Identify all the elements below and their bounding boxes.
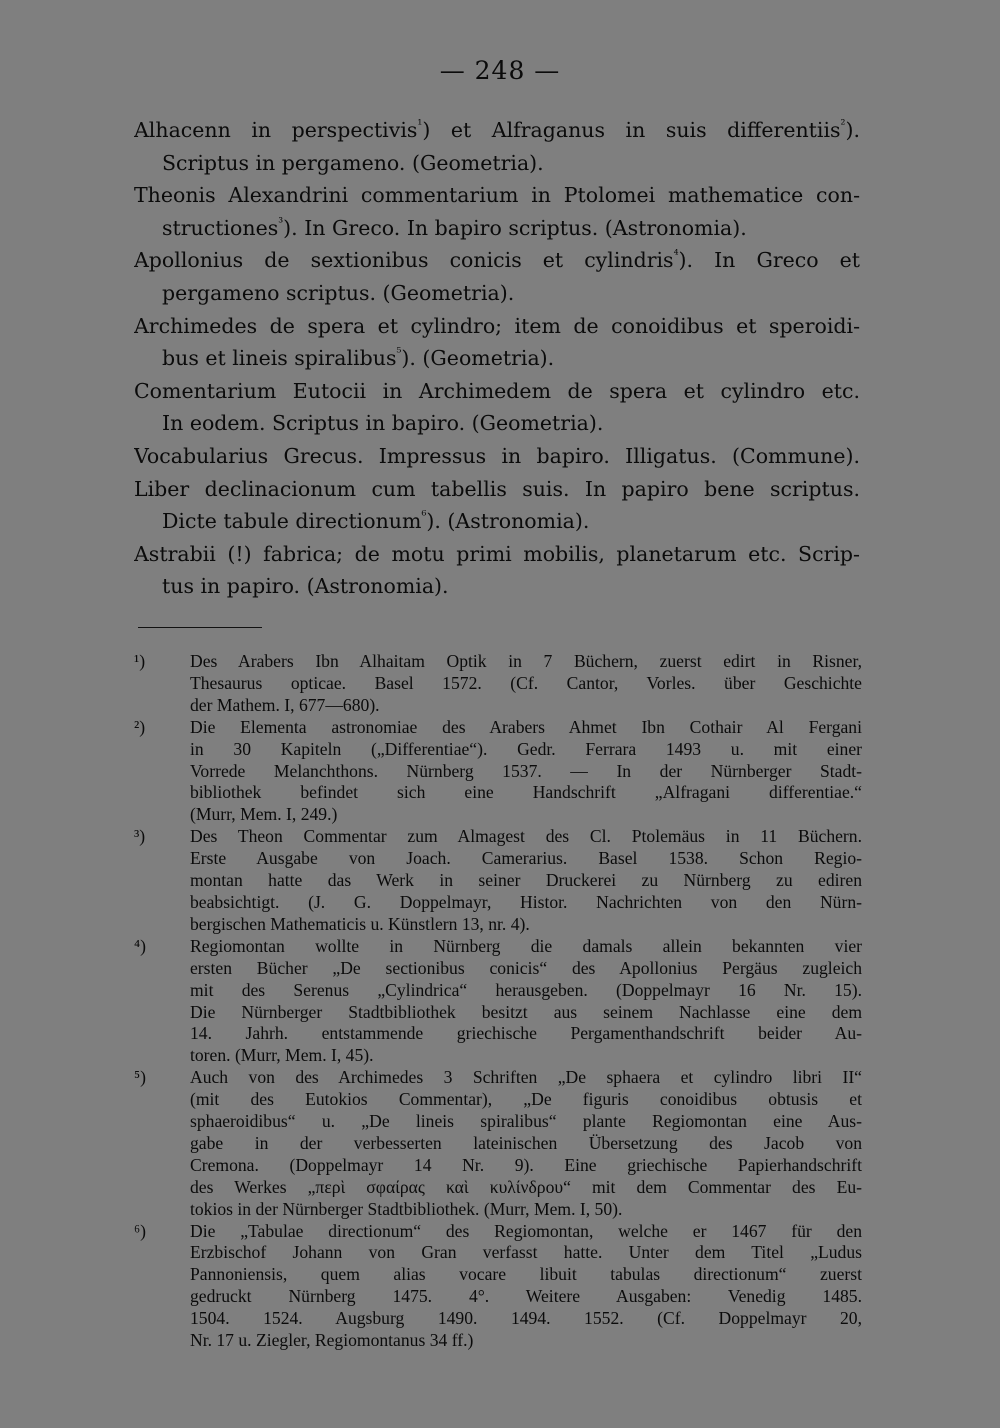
entry-line: Liber declinacionum cum tabellis suis. In papiro bene scriptus. — [134, 476, 860, 501]
catalogue-entries — [134, 114, 860, 603]
footnote-line: Des Arabers Ibn Alhaitam Optik in 7 Büchern, zuerst edirt in Risner, — [190, 651, 862, 671]
footnote-line: Erste Ausgabe von Joach. Camerarius. Basel 1538. Schon Regio- — [190, 848, 862, 869]
entry-line: Apollonius de sextionibus conicis et cylindris$^{^4}$). In Greco et — [134, 247, 860, 273]
footnote-line: Die „Tabulae directionum“ des Regiomontan, welche er 1467 für den — [190, 1220, 862, 1241]
entry-line: Alhacenn in perspectivis$^{^1}$) et Alfraganus in suis differentiis$^{^2}$). — [134, 117, 860, 142]
footnote-divider — [138, 627, 262, 628]
footnote-line: bibliothek befindet sich eine Handschrift „Alfragani differentiae.“ — [190, 782, 862, 803]
entry-continuation-line: In eodem. Scriptus in bapiro. (Geometria). — [162, 411, 604, 436]
footnote-line: Pannoniensis, quem alias vocare libuit tabulas directionum“ zuerst — [190, 1264, 862, 1285]
footnote — [134, 1067, 862, 1220]
footnote-line: ersten Bücher „De sectionibus conicis“ des Apollonius Pergäus zugleich — [190, 957, 862, 978]
footnote-line: beabsichtigt. (J. G. Doppelmayr, Histor. Nachrichten von den Nürn- — [190, 891, 862, 912]
footnote-line: bergischen Mathematicis u. Künstlern 13, nr. 4). — [190, 913, 530, 934]
footnote-line: Des Theon Commentar zum Almagest des Cl. Ptolemäus in 11 Büchern. — [190, 826, 862, 847]
footnote-line: Thesaurus opticae. Basel 1572. (Cf. Cantor, Vorles. über Geschichte — [190, 672, 862, 693]
footnote — [134, 717, 862, 827]
catalogue-entry — [134, 244, 860, 309]
footnote-marker: ¹) — [134, 651, 146, 671]
footnote-line: (Murr, Mem. I, 249.) — [190, 804, 338, 825]
footnote-line: 1504. 1524. Augsburg 1490. 1494. 1552. (Cf. Doppelmayr 20, — [190, 1308, 862, 1329]
entry-continuation-line: bus et lineis spiralibus$^{^5}$). (Geometria). — [162, 345, 555, 371]
entry-continuation-line: Scriptus in pergameno. (Geometria). — [162, 150, 544, 175]
footnote-marker: ⁵) — [134, 1067, 146, 1088]
entry-line: Vocabularius Grecus. Impressus in bapiro. Illigatus. (Commune). — [134, 443, 860, 468]
footnote — [134, 651, 862, 717]
footnote — [134, 1221, 862, 1352]
footnote-line: 14. Jahrh. entstammende griechische Pergamenthandschrift beider Au- — [190, 1023, 862, 1044]
footnote-marker: ²) — [134, 716, 146, 737]
footnote-marker: ⁴) — [134, 935, 146, 956]
footnote-line: in 30 Kapiteln („Differentiae“). Gedr. Ferrara 1493 u. mit einer — [190, 738, 862, 759]
footnote-line: Die Nürnberger Stadtbibliothek besitzt aus seinem Nachlasse eine dem — [190, 1001, 862, 1022]
catalogue-entry — [134, 114, 860, 179]
entry-line: Archimedes de spera et cylindro; item de conoidibus et speroidi- — [134, 313, 860, 338]
footnote-line: des Werkes „περὶ σφαίρας καὶ κυλίνδρου“ mit dem Commentar des Eu- — [190, 1176, 862, 1197]
footnote-line: Die Elementa astronomiae des Arabers Ahmet Ibn Cothair Al Fergani — [190, 716, 862, 737]
footnote-line: Regiomontan wollte in Nürnberg die damals allein bekannten vier — [190, 935, 862, 956]
entry-line: Comentarium Eutocii in Archimedem de spera et cylindro etc. — [134, 378, 860, 403]
footnote-line: Nr. 17 u. Ziegler, Regiomontanus 34 ff.) — [190, 1330, 474, 1351]
catalogue-entry — [134, 473, 860, 538]
footnote-line: sphaeroidibus“ u. „De lineis spiralibus“ plante Regiomontan eine Aus- — [190, 1111, 862, 1132]
footnote — [134, 936, 862, 1067]
footnote-line: gedruckt Nürnberg 1475. 4°. Weitere Ausgaben: Venedig 1485. — [190, 1286, 862, 1307]
catalogue-entry — [134, 310, 860, 375]
footnote-line: Vorrede Melanchthons. Nürnberg 1537. — In der Nürnberger Stadt- — [190, 760, 862, 781]
footnote-marker: ³) — [134, 826, 146, 847]
entry-continuation-line: pergameno scriptus. (Geometria). — [162, 280, 515, 305]
catalogue-entry — [134, 375, 860, 440]
footnote-line: mit des Serenus „Cylindrica“ herausgeben. (Doppelmayr 16 Nr. 15). — [190, 979, 862, 1000]
footnote-line: (mit des Eutokios Commentar), „De figuris conoidibus obtusis et — [190, 1089, 862, 1110]
entry-continuation-line: tus in papiro. (Astronomia). — [162, 574, 449, 599]
footnote-line: Auch von des Archimedes 3 Schriften „De sphaera et cylindro libri II“ — [190, 1067, 862, 1088]
footnote-line: tokios in der Nürnberger Stadtbibliothek. (Murr, Mem. I, 50). — [190, 1198, 623, 1219]
catalogue-entry — [134, 538, 860, 603]
footnotes — [134, 651, 862, 1352]
footnote-marker: ⁶) — [134, 1220, 146, 1241]
footnote-line: gabe in der verbesserten lateinischen Übersetzung des Jacob von — [190, 1132, 862, 1153]
entry-line: Astrabii (!) fabrica; de motu primi mobilis, planetarum etc. Scrip- — [134, 541, 860, 566]
entry-continuation-line: structiones$^{^3}$). In Greco. In bapiro scriptus. (Astronomia). — [162, 215, 747, 240]
entry-line: Theonis Alexandrini commentarium in Ptolomei mathematice con- — [134, 183, 860, 208]
page-number: — 248 — — [439, 56, 561, 85]
catalogue-entry — [134, 179, 860, 244]
footnote-line: Erzbischof Johann von Gran verfasst hatte. Unter dem Titel „Ludus — [190, 1242, 862, 1263]
catalogue-entry — [134, 440, 860, 473]
entry-continuation-line: Dicte tabule directionum$^{^6}$). (Astronomia). — [162, 508, 590, 534]
footnote-line: Cremona. (Doppelmayr 14 Nr. 9). Eine griechische Papierhandschrift — [190, 1154, 862, 1175]
footnote-line: montan hatte das Werk in seiner Druckerei zu Nürnberg zu ediren — [190, 870, 862, 891]
footnote-line: toren. (Murr, Mem. I, 45). — [190, 1045, 374, 1066]
footnote-line: der Mathem. I, 677—680). — [190, 694, 380, 715]
footnote — [134, 826, 862, 936]
